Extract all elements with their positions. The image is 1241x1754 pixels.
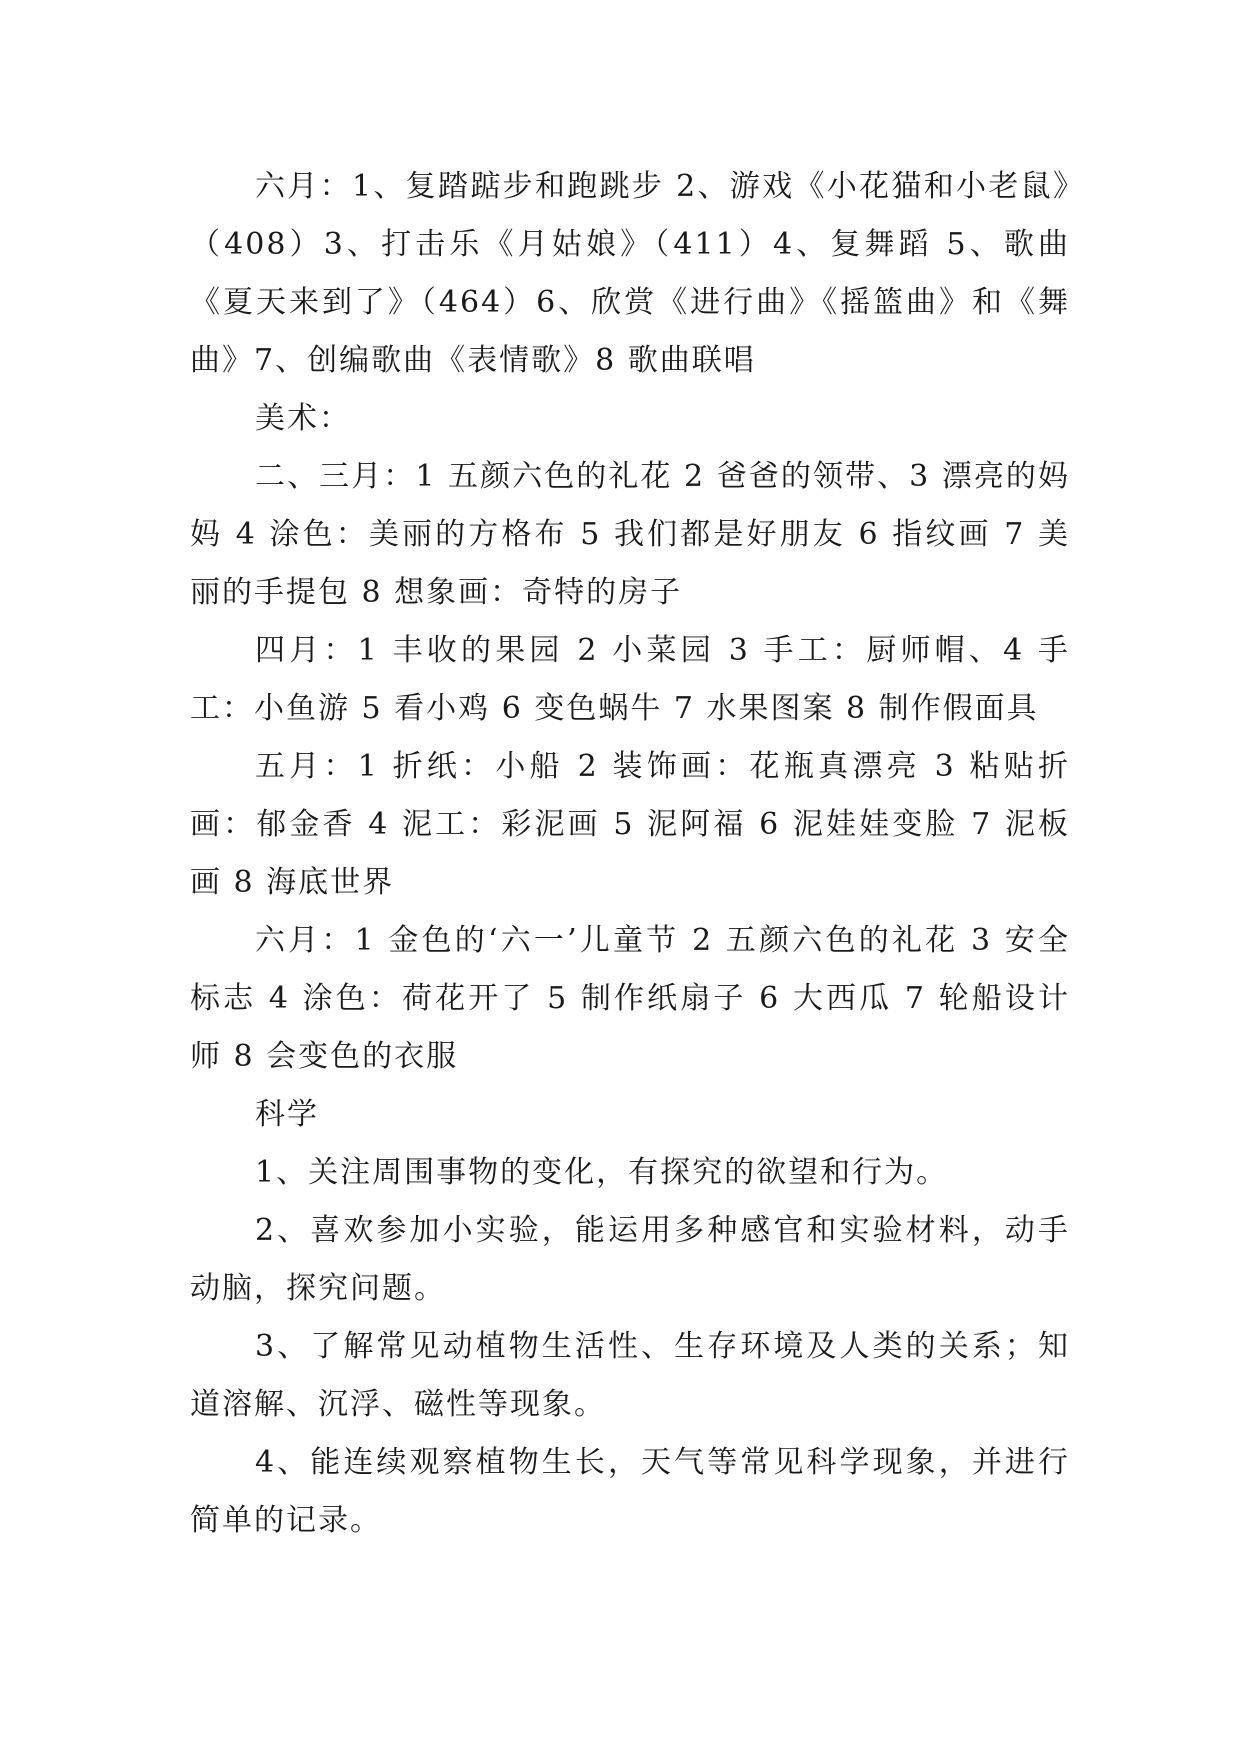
art-feb-mar-paragraph: 二、三月：1 五颜六色的礼花 2 爸爸的领带、3 漂亮的妈妈 4 涂色：美丽的方格布 5 我们都是好朋友 6 指纹画 7 美丽的手提包 8 想象画：奇特的房子 bbox=[190, 459, 1070, 610]
art-april-paragraph: 四月：1 丰收的果园 2 小菜园 3 手工：厨师帽、4 手工：小鱼游 5 看小鸡 6 变色蜗牛 7 水果图案 8 制作假面具 bbox=[190, 633, 1070, 726]
science-goal-3: 3、了解常见动植物生活性、生存环境及人类的关系；知道溶解、沉浮、磁性等现象。 bbox=[190, 1329, 1070, 1422]
art-may-paragraph: 五月：1 折纸：小船 2 装饰画：花瓶真漂亮 3 粘贴折画：郁金香 4 泥工：彩泥画 5 泥阿福 6 泥娃娃变脸 7 泥板画 8 海底世界 bbox=[190, 749, 1070, 900]
music-june-paragraph: 六月：1、复踏踮步和跑跳步 2、游戏《小花猫和小老鼠》（408）3、打击乐《月姑娘》（411）4、复舞蹈 5、歌曲《夏天来到了》（464）6、欣赏《进行曲》《摇篮曲》和《舞曲》7、创编歌曲《表情歌》8 歌曲联唱 bbox=[190, 169, 1070, 378]
science-goal-1: 1、关注周围事物的变化，有探究的欲望和行为。 bbox=[255, 1155, 949, 1190]
science-goal-4: 4、能连续观察植物生长，天气等常见科学现象，并进行简单的记录。 bbox=[190, 1445, 1070, 1538]
art-june-paragraph: 六月：1 金色的‘六一’儿童节 2 五颜六色的礼花 3 安全标志 4 涂色：荷花开了 5 制作纸扇子 6 大西瓜 7 轮船设计师 8 会变色的衣服 bbox=[190, 923, 1070, 1074]
art-heading: 美术： bbox=[255, 401, 351, 436]
science-goal-2: 2、喜欢参加小实验，能运用多种感官和实验材料，动手动脑，探究问题。 bbox=[190, 1213, 1070, 1306]
science-heading: 科学 bbox=[255, 1097, 319, 1132]
document-body bbox=[190, 158, 1070, 1550]
